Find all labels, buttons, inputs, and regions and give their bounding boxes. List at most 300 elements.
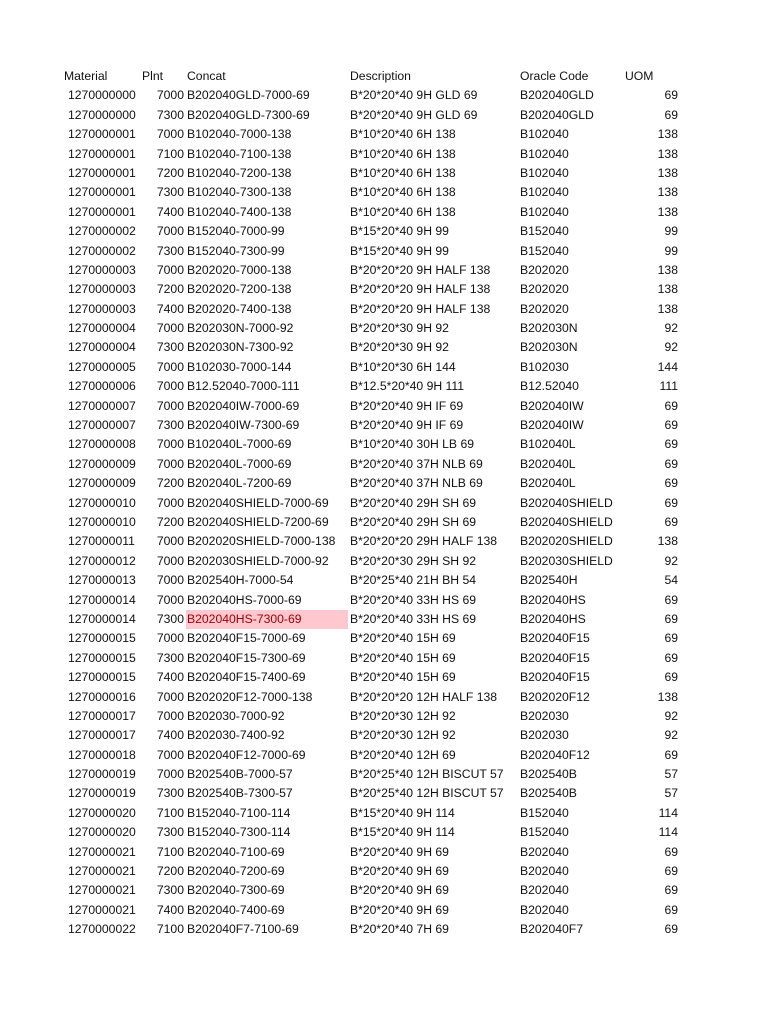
cell-plnt[interactable]: 7300 xyxy=(156,786,184,801)
cell-oracle-code[interactable]: B152040 xyxy=(520,243,569,258)
cell-concat[interactable]: B202040F15-7000-69 xyxy=(187,631,306,646)
cell-uom[interactable]: 57 xyxy=(664,786,678,801)
cell-description[interactable]: B*10*20*30 6H 144 xyxy=(350,359,456,374)
cell-oracle-code[interactable]: B202030N xyxy=(520,321,578,336)
cell-oracle-code[interactable]: B202030 xyxy=(520,728,569,743)
cell-plnt[interactable]: 7200 xyxy=(156,165,184,180)
cell-material[interactable]: 1270000002 xyxy=(68,224,136,239)
cell-concat[interactable]: B202020-7200-138 xyxy=(187,282,292,297)
cell-uom[interactable]: 69 xyxy=(664,650,678,665)
table-row xyxy=(0,901,768,920)
cell-description[interactable]: B*20*20*20 9H HALF 138 xyxy=(350,282,491,297)
table-row xyxy=(0,125,768,144)
cell-uom[interactable]: 69 xyxy=(664,107,678,122)
cell-concat[interactable]: B202540H-7000-54 xyxy=(187,573,294,588)
cell-uom[interactable]: 69 xyxy=(664,902,678,917)
header-oracle-code[interactable]: Oracle Code xyxy=(520,69,589,83)
cell-plnt[interactable]: 7200 xyxy=(156,476,184,491)
cell-material[interactable]: 1270000021 xyxy=(68,902,136,917)
cell-uom[interactable]: 69 xyxy=(664,611,678,626)
cell-concat[interactable]: B102040-7300-138 xyxy=(187,185,292,200)
cell-concat[interactable]: B202020-7000-138 xyxy=(187,262,292,277)
table-row xyxy=(0,784,768,803)
cell-oracle-code[interactable]: B202030SHIELD xyxy=(520,553,613,568)
cell-material[interactable]: 1270000019 xyxy=(68,767,136,782)
cell-plnt[interactable]: 7000 xyxy=(156,398,184,413)
cell-material[interactable]: 1270000003 xyxy=(68,262,136,277)
cell-oracle-code[interactable]: B202020SHIELD xyxy=(520,534,613,549)
cell-concat[interactable]: B202040HS-7000-69 xyxy=(187,592,302,607)
cell-description[interactable]: B*20*20*40 9H IF 69 xyxy=(350,418,464,433)
cell-uom[interactable]: 92 xyxy=(664,340,678,355)
cell-plnt[interactable]: 7000 xyxy=(156,359,184,374)
cell-oracle-code[interactable]: B202040HS xyxy=(520,611,586,626)
cell-description[interactable]: B*10*20*40 6H 138 xyxy=(350,204,456,219)
cell-uom[interactable]: 138 xyxy=(657,534,678,549)
cell-uom[interactable]: 99 xyxy=(664,224,678,239)
cell-uom[interactable]: 69 xyxy=(664,844,678,859)
cell-material[interactable]: 1270000017 xyxy=(68,728,136,743)
cell-concat[interactable]: B202040IW-7000-69 xyxy=(187,398,300,413)
cell-description[interactable]: B*20*25*40 12H BISCUT 57 xyxy=(350,767,504,782)
cell-concat[interactable]: B202040GLD-7300-69 xyxy=(187,107,310,122)
cell-material[interactable]: 1270000019 xyxy=(68,786,136,801)
cell-concat[interactable]: B202040F15-7400-69 xyxy=(187,670,306,685)
cell-oracle-code[interactable]: B202040IW xyxy=(520,398,584,413)
cell-uom[interactable]: 57 xyxy=(664,767,678,782)
table-row xyxy=(0,532,768,551)
cell-concat[interactable]: B202030-7000-92 xyxy=(187,708,285,723)
cell-concat[interactable]: B202040F7-7100-69 xyxy=(187,922,299,937)
cell-description[interactable]: B*10*20*40 6H 138 xyxy=(350,185,456,200)
cell-uom[interactable]: 138 xyxy=(657,282,678,297)
cell-concat[interactable]: B202040SHIELD-7000-69 xyxy=(187,495,329,510)
cell-plnt[interactable]: 7000 xyxy=(156,437,184,452)
cell-material[interactable]: 1270000001 xyxy=(68,165,136,180)
cell-material[interactable]: 1270000010 xyxy=(68,514,136,529)
cell-concat[interactable]: B202020F12-7000-138 xyxy=(187,689,313,704)
cell-plnt[interactable]: 7100 xyxy=(156,922,184,937)
cell-uom[interactable]: 69 xyxy=(664,456,678,471)
cell-material[interactable]: 1270000008 xyxy=(68,437,136,452)
cell-concat[interactable]: B202040L-7200-69 xyxy=(187,476,292,491)
cell-uom[interactable]: 69 xyxy=(664,864,678,879)
cell-oracle-code[interactable]: B202040 xyxy=(520,844,569,859)
cell-uom[interactable]: 69 xyxy=(664,883,678,898)
cell-description[interactable]: B*20*20*40 15H 69 xyxy=(350,670,456,685)
cell-material[interactable]: 1270000005 xyxy=(68,359,136,374)
cell-uom[interactable]: 69 xyxy=(664,476,678,491)
cell-oracle-code[interactable]: B102040 xyxy=(520,204,569,219)
cell-description[interactable]: B*20*20*40 29H SH 69 xyxy=(350,514,477,529)
cell-uom[interactable]: 99 xyxy=(664,243,678,258)
cell-plnt[interactable]: 7300 xyxy=(156,883,184,898)
cell-plnt[interactable]: 7000 xyxy=(156,379,184,394)
cell-plnt[interactable]: 7200 xyxy=(156,864,184,879)
cell-concat[interactable]: B202040-7200-69 xyxy=(187,864,285,879)
cell-oracle-code[interactable]: B202040F15 xyxy=(520,631,590,646)
cell-concat[interactable]: B102040L-7000-69 xyxy=(187,437,292,452)
cell-description[interactable]: B*20*20*40 29H SH 69 xyxy=(350,495,477,510)
cell-concat[interactable]: B202040GLD-7000-69 xyxy=(187,88,310,103)
cell-oracle-code[interactable]: B202040 xyxy=(520,864,569,879)
cell-uom[interactable]: 138 xyxy=(657,127,678,142)
cell-description[interactable]: B*20*25*40 21H BH 54 xyxy=(350,573,477,588)
cell-plnt[interactable]: 7000 xyxy=(156,767,184,782)
cell-material[interactable]: 1270000020 xyxy=(68,825,136,840)
cell-concat[interactable]: B102030-7000-144 xyxy=(187,359,292,374)
cell-description[interactable]: B*20*20*40 33H HS 69 xyxy=(350,592,477,607)
cell-material[interactable]: 1270000018 xyxy=(68,747,136,762)
table-row xyxy=(0,435,768,454)
cell-oracle-code[interactable]: B202040L xyxy=(520,456,576,471)
table-row xyxy=(0,494,768,513)
table-row xyxy=(0,222,768,241)
table-row xyxy=(0,513,768,532)
cell-material[interactable]: 1270000021 xyxy=(68,883,136,898)
cell-uom[interactable]: 69 xyxy=(664,88,678,103)
cell-material[interactable]: 1270000006 xyxy=(68,379,136,394)
cell-description[interactable]: B*20*20*40 37H NLB 69 xyxy=(350,456,483,471)
table-row xyxy=(0,455,768,474)
cell-material[interactable]: 1270000004 xyxy=(68,321,136,336)
cell-uom[interactable]: 144 xyxy=(657,359,678,374)
cell-oracle-code[interactable]: B202020 xyxy=(520,282,569,297)
cell-concat[interactable]: B152040-7300-114 xyxy=(187,825,291,840)
header-uom[interactable]: UOM xyxy=(625,69,654,83)
cell-concat[interactable]: B202030N-7300-92 xyxy=(187,340,294,355)
cell-concat[interactable]: B202030N-7000-92 xyxy=(187,321,294,336)
cell-oracle-code[interactable]: B102040L xyxy=(520,437,576,452)
cell-plnt[interactable]: 7000 xyxy=(156,127,184,142)
cell-uom[interactable]: 69 xyxy=(664,631,678,646)
cell-description[interactable]: B*10*20*40 30H LB 69 xyxy=(350,437,475,452)
cell-oracle-code[interactable]: B102040 xyxy=(520,146,569,161)
cell-description[interactable]: B*20*20*20 9H HALF 138 xyxy=(350,262,491,277)
table-row xyxy=(0,591,768,610)
table-row xyxy=(0,300,768,319)
cell-plnt[interactable]: 7300 xyxy=(156,107,184,122)
cell-description[interactable]: B*20*20*30 9H 92 xyxy=(350,321,449,336)
cell-plnt[interactable]: 7400 xyxy=(156,902,184,917)
cell-uom[interactable]: 92 xyxy=(664,321,678,336)
cell-description[interactable]: B*20*20*30 9H 92 xyxy=(350,340,449,355)
cell-oracle-code[interactable]: B202020 xyxy=(520,262,569,277)
cell-oracle-code[interactable]: B202040GLD xyxy=(520,107,594,122)
cell-oracle-code[interactable]: B102040 xyxy=(520,165,569,180)
cell-plnt[interactable]: 7200 xyxy=(156,282,184,297)
cell-description[interactable]: B*20*20*40 12H 69 xyxy=(350,747,456,762)
header-row xyxy=(0,67,768,86)
table-row xyxy=(0,746,768,765)
cell-oracle-code[interactable]: B202040F12 xyxy=(520,747,590,762)
cell-concat[interactable]: B202040L-7000-69 xyxy=(187,456,292,471)
cell-oracle-code[interactable]: B102040 xyxy=(520,185,569,200)
cell-description[interactable]: B*20*20*40 9H 69 xyxy=(350,864,449,879)
cell-concat[interactable]: B152040-7100-114 xyxy=(187,805,291,820)
cell-material[interactable]: 1270000020 xyxy=(68,805,136,820)
cell-uom[interactable]: 92 xyxy=(664,708,678,723)
cell-oracle-code[interactable]: B202040L xyxy=(520,476,576,491)
table-row xyxy=(0,610,768,629)
cell-uom[interactable]: 138 xyxy=(657,204,678,219)
cell-material[interactable]: 1270000003 xyxy=(68,301,136,316)
cell-material[interactable]: 1270000017 xyxy=(68,708,136,723)
cell-concat[interactable]: B202040-7400-69 xyxy=(187,902,285,917)
table-row xyxy=(0,668,768,687)
cell-oracle-code[interactable]: B202040 xyxy=(520,902,569,917)
cell-plnt[interactable]: 7300 xyxy=(156,418,184,433)
cell-description[interactable]: B*20*20*40 9H GLD 69 xyxy=(350,88,478,103)
cell-description[interactable]: B*20*20*30 12H 92 xyxy=(350,708,456,723)
cell-oracle-code[interactable]: B152040 xyxy=(520,805,569,820)
cell-uom[interactable]: 69 xyxy=(664,747,678,762)
cell-oracle-code[interactable]: B202040IW xyxy=(520,418,584,433)
cell-description[interactable]: B*20*25*40 12H BISCUT 57 xyxy=(350,786,504,801)
table-row xyxy=(0,183,768,202)
cell-uom[interactable]: 69 xyxy=(664,592,678,607)
cell-uom[interactable]: 114 xyxy=(658,805,678,820)
cell-description[interactable]: B*20*20*40 33H HS 69 xyxy=(350,611,477,626)
cell-uom[interactable]: 92 xyxy=(664,553,678,568)
cell-plnt[interactable]: 7000 xyxy=(156,708,184,723)
cell-description[interactable]: B*12.5*20*40 9H 111 xyxy=(350,379,465,394)
cell-oracle-code[interactable]: B202540H xyxy=(520,573,578,588)
cell-plnt[interactable]: 7000 xyxy=(156,321,184,336)
header-plnt[interactable]: Plnt xyxy=(142,69,164,83)
cell-plnt[interactable]: 7000 xyxy=(156,262,184,277)
table-body xyxy=(0,86,768,939)
cell-plnt[interactable]: 7100 xyxy=(156,805,184,820)
table-row xyxy=(0,203,768,222)
cell-uom[interactable]: 69 xyxy=(664,398,678,413)
cell-uom[interactable]: 138 xyxy=(657,689,678,704)
cell-description[interactable]: B*20*20*40 9H IF 69 xyxy=(350,398,464,413)
cell-concat[interactable]: B102040-7400-138 xyxy=(187,204,292,219)
cell-material[interactable]: 1270000014 xyxy=(68,592,136,607)
cell-material[interactable]: 1270000009 xyxy=(68,476,136,491)
cell-plnt[interactable]: 7400 xyxy=(156,301,184,316)
cell-oracle-code[interactable]: B202040 xyxy=(520,883,569,898)
cell-description[interactable]: B*20*20*40 7H 69 xyxy=(350,922,449,937)
cell-concat[interactable]: B152040-7000-99 xyxy=(187,224,285,239)
cell-plnt[interactable]: 7000 xyxy=(156,573,184,588)
cell-description[interactable]: B*20*20*40 15H 69 xyxy=(350,631,456,646)
cell-oracle-code[interactable]: B202040F15 xyxy=(520,650,590,665)
cell-concat[interactable]: B202040-7300-69 xyxy=(187,883,285,898)
cell-material[interactable]: 1270000021 xyxy=(68,844,136,859)
cell-material[interactable]: 1270000021 xyxy=(68,864,136,879)
cell-concat[interactable]: B202040F12-7000-69 xyxy=(187,747,306,762)
cell-plnt[interactable]: 7200 xyxy=(156,514,184,529)
cell-description[interactable]: B*20*20*20 9H HALF 138 xyxy=(350,301,491,316)
cell-uom[interactable]: 138 xyxy=(657,262,678,277)
cell-description[interactable]: B*20*20*40 9H 69 xyxy=(350,902,449,917)
cell-description[interactable]: B*15*20*40 9H 114 xyxy=(350,825,455,840)
cell-material[interactable]: 1270000016 xyxy=(68,689,136,704)
cell-material[interactable]: 1270000004 xyxy=(68,340,136,355)
cell-concat[interactable]: B202540B-7300-57 xyxy=(187,786,293,801)
cell-uom[interactable]: 138 xyxy=(657,146,678,161)
cell-material[interactable]: 1270000009 xyxy=(68,456,136,471)
cell-concat[interactable]: B12.52040-7000-111 xyxy=(187,379,300,394)
cell-concat[interactable]: B202040IW-7300-69 xyxy=(187,418,300,433)
header-concat[interactable]: Concat xyxy=(187,69,226,83)
cell-material[interactable]: 1270000000 xyxy=(68,107,136,122)
cell-material[interactable]: 1270000015 xyxy=(68,670,136,685)
header-material[interactable]: Material xyxy=(64,69,108,83)
table-row xyxy=(0,552,768,571)
cell-uom[interactable]: 69 xyxy=(664,437,678,452)
cell-description[interactable]: B*20*20*40 9H GLD 69 xyxy=(350,107,478,122)
cell-plnt[interactable]: 7000 xyxy=(156,553,184,568)
cell-material[interactable]: 1270000001 xyxy=(68,146,136,161)
table-row xyxy=(0,804,768,823)
cell-plnt[interactable]: 7000 xyxy=(156,224,184,239)
cell-uom[interactable]: 111 xyxy=(659,379,678,394)
cell-plnt[interactable]: 7400 xyxy=(156,670,184,685)
cell-concat[interactable]: B202540B-7000-57 xyxy=(187,767,293,782)
cell-description[interactable]: B*15*20*40 9H 99 xyxy=(350,224,449,239)
cell-uom[interactable]: 69 xyxy=(664,418,678,433)
cell-material[interactable]: 1270000001 xyxy=(68,185,136,200)
cell-description[interactable]: B*20*20*20 29H HALF 138 xyxy=(350,534,498,549)
cell-description[interactable]: B*20*20*40 9H 69 xyxy=(350,883,449,898)
cell-concat[interactable]: B202020-7400-138 xyxy=(187,301,292,316)
cell-material[interactable]: 1270000015 xyxy=(68,631,136,646)
cell-uom[interactable]: 92 xyxy=(664,728,678,743)
table-row xyxy=(0,474,768,493)
cell-concat[interactable]: B202040HS-7300-69 xyxy=(186,610,348,629)
spreadsheet xyxy=(0,67,768,940)
cell-plnt[interactable]: 7000 xyxy=(156,747,184,762)
cell-oracle-code[interactable]: B202040SHIELD xyxy=(520,495,613,510)
cell-material[interactable]: 1270000014 xyxy=(68,611,136,626)
table-row xyxy=(0,765,768,784)
cell-oracle-code[interactable]: B202540B xyxy=(520,786,577,801)
cell-material[interactable]: 1270000000 xyxy=(68,88,136,103)
cell-description[interactable]: B*10*20*40 6H 138 xyxy=(350,146,456,161)
table-row xyxy=(0,106,768,125)
cell-oracle-code[interactable]: B102030 xyxy=(520,359,569,374)
cell-plnt[interactable]: 7300 xyxy=(156,185,184,200)
cell-plnt[interactable]: 7400 xyxy=(156,204,184,219)
cell-concat[interactable]: B202040-7100-69 xyxy=(187,844,285,859)
cell-oracle-code[interactable]: B202020 xyxy=(520,301,569,316)
cell-concat[interactable]: B102040-7100-138 xyxy=(187,146,292,161)
table-row xyxy=(0,86,768,105)
cell-oracle-code[interactable]: B152040 xyxy=(520,825,569,840)
cell-concat[interactable]: B102040-7200-138 xyxy=(187,165,292,180)
cell-oracle-code[interactable]: B202040F7 xyxy=(520,922,584,937)
cell-material[interactable]: 1270000022 xyxy=(68,922,136,937)
cell-description[interactable]: B*20*20*40 9H 69 xyxy=(350,844,449,859)
cell-description[interactable]: B*10*20*40 6H 138 xyxy=(350,165,456,180)
cell-material[interactable]: 1270000013 xyxy=(68,573,136,588)
cell-material[interactable]: 1270000012 xyxy=(68,553,136,568)
cell-description[interactable]: B*10*20*40 6H 138 xyxy=(350,127,456,142)
cell-plnt[interactable]: 7000 xyxy=(156,495,184,510)
cell-uom[interactable]: 54 xyxy=(664,573,678,588)
cell-material[interactable]: 1270000003 xyxy=(68,282,136,297)
cell-material[interactable]: 1270000001 xyxy=(68,204,136,219)
cell-plnt[interactable]: 7400 xyxy=(156,728,184,743)
cell-description[interactable]: B*20*20*40 15H 69 xyxy=(350,650,456,665)
cell-concat[interactable]: B202030SHIELD-7000-92 xyxy=(187,553,329,568)
cell-material[interactable]: 1270000007 xyxy=(68,418,136,433)
cell-oracle-code[interactable]: B202040SHIELD xyxy=(520,514,613,529)
cell-plnt[interactable]: 7000 xyxy=(156,689,184,704)
cell-uom[interactable]: 69 xyxy=(664,514,678,529)
cell-plnt[interactable]: 7100 xyxy=(156,844,184,859)
cell-oracle-code[interactable]: B202020F12 xyxy=(520,689,590,704)
cell-material[interactable]: 1270000015 xyxy=(68,650,136,665)
cell-oracle-code[interactable]: B202030 xyxy=(520,708,569,723)
cell-uom[interactable]: 69 xyxy=(664,670,678,685)
cell-plnt[interactable]: 7100 xyxy=(156,146,184,161)
table-row xyxy=(0,416,768,435)
cell-description[interactable]: B*15*20*40 9H 99 xyxy=(350,243,449,258)
cell-uom[interactable]: 114 xyxy=(658,825,678,840)
cell-uom[interactable]: 69 xyxy=(664,922,678,937)
cell-concat[interactable]: B202030-7400-92 xyxy=(187,728,285,743)
cell-uom[interactable]: 138 xyxy=(657,185,678,200)
table-row xyxy=(0,649,768,668)
cell-oracle-code[interactable]: B152040 xyxy=(520,224,569,239)
cell-oracle-code[interactable]: B202030N xyxy=(520,340,578,355)
cell-concat[interactable]: B102040-7000-138 xyxy=(187,127,292,142)
cell-oracle-code[interactable]: B202040F15 xyxy=(520,670,590,685)
table-row xyxy=(0,377,768,396)
cell-uom[interactable]: 69 xyxy=(664,495,678,510)
cell-oracle-code[interactable]: B202040GLD xyxy=(520,88,594,103)
cell-material[interactable]: 1270000011 xyxy=(68,534,135,549)
header-description[interactable]: Description xyxy=(350,69,411,83)
cell-description[interactable]: B*20*20*30 12H 92 xyxy=(350,728,456,743)
cell-plnt[interactable]: 7300 xyxy=(156,243,184,258)
cell-plnt[interactable]: 7300 xyxy=(156,611,184,626)
cell-plnt[interactable]: 7000 xyxy=(156,592,184,607)
cell-oracle-code[interactable]: B12.52040 xyxy=(520,379,579,394)
cell-plnt[interactable]: 7300 xyxy=(156,825,184,840)
cell-oracle-code[interactable]: B202540B xyxy=(520,767,577,782)
cell-description[interactable]: B*20*20*30 29H SH 92 xyxy=(350,553,477,568)
cell-plnt[interactable]: 7000 xyxy=(156,456,184,471)
cell-material[interactable]: 1270000007 xyxy=(68,398,136,413)
cell-plnt[interactable]: 7300 xyxy=(156,650,184,665)
table-row xyxy=(0,261,768,280)
cell-plnt[interactable]: 7000 xyxy=(156,534,184,549)
cell-plnt[interactable]: 7000 xyxy=(156,631,184,646)
cell-material[interactable]: 1270000001 xyxy=(68,127,136,142)
cell-plnt[interactable]: 7300 xyxy=(156,340,184,355)
cell-concat[interactable]: B202040SHIELD-7200-69 xyxy=(187,514,329,529)
cell-concat[interactable]: B202020SHIELD-7000-138 xyxy=(187,534,336,549)
cell-concat[interactable]: B152040-7300-99 xyxy=(187,243,285,258)
cell-uom[interactable]: 138 xyxy=(657,301,678,316)
cell-oracle-code[interactable]: B102040 xyxy=(520,127,569,142)
table-row xyxy=(0,397,768,416)
cell-description[interactable]: B*20*20*20 12H HALF 138 xyxy=(350,689,498,704)
cell-plnt[interactable]: 7000 xyxy=(156,88,184,103)
cell-material[interactable]: 1270000010 xyxy=(68,495,136,510)
cell-oracle-code[interactable]: B202040HS xyxy=(520,592,586,607)
cell-description[interactable]: B*15*20*40 9H 114 xyxy=(350,805,455,820)
cell-uom[interactable]: 138 xyxy=(657,165,678,180)
cell-material[interactable]: 1270000002 xyxy=(68,243,136,258)
cell-concat[interactable]: B202040F15-7300-69 xyxy=(187,650,306,665)
cell-description[interactable]: B*20*20*40 37H NLB 69 xyxy=(350,476,483,491)
